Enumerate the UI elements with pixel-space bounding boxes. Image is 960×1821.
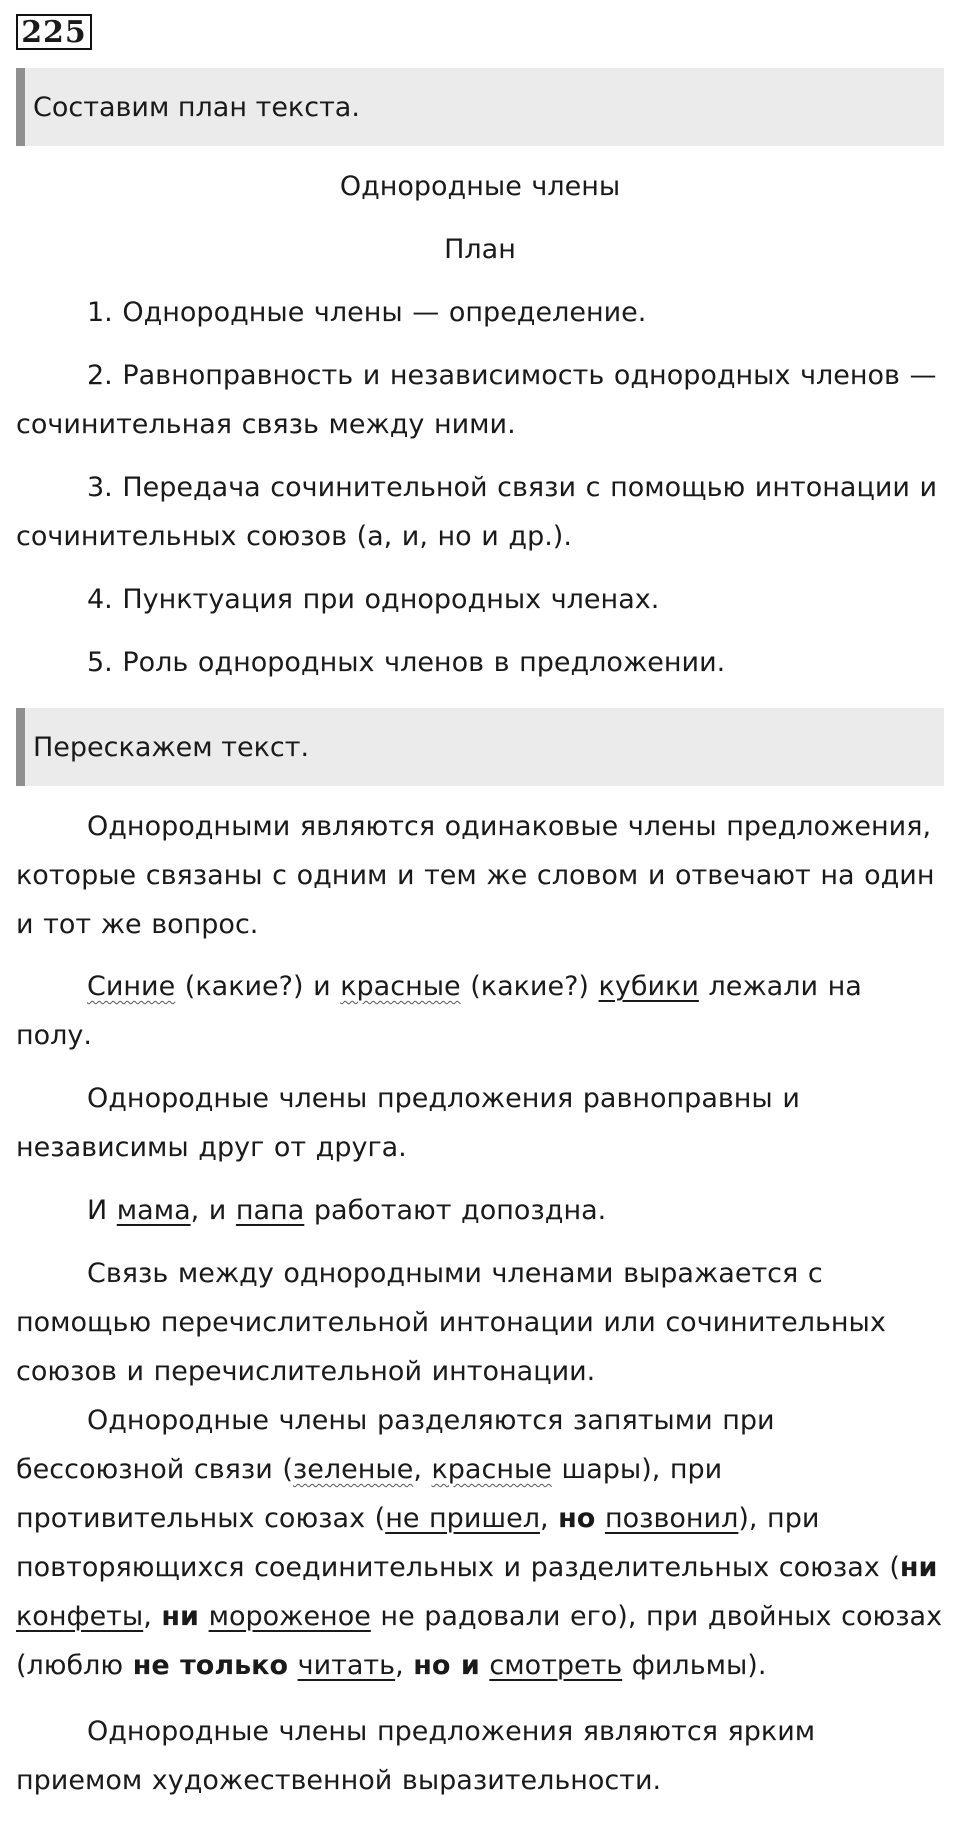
conjunction: ни [899,1552,938,1583]
section-header-retell [16,708,944,786]
plan-item: 5. Роль однородных членов в предложении. [87,647,726,678]
subject-word: мама [116,1195,191,1226]
predicate-word: не пришел [385,1503,540,1534]
plan-item: 2. Равноправность и независимость однородных членов — сочинительная связь между ними. [16,360,937,440]
subject-word: кубики [598,971,699,1002]
homogeneous-word: красные [340,971,461,1002]
plan-item: 1. Однородные члены — определение. [87,297,647,328]
predicate-word: позвонил [604,1503,739,1534]
subject-word: папа [235,1195,305,1226]
exercise-number-badge: 225 [16,14,92,50]
conjunction: ни [161,1601,199,1632]
paragraph-punctuation: Однородные члены разделяются запятыми при бессоюзной связи (зеленые, красные шары), при противительных союзах (не пришел, но позвонил), при повторяющихся соединительных и разделительных союзах (ни конфеты, ни мороженое не радовали его), при двойных союзах (люблю не только читать, но и смотреть фильмы). [16,1405,943,1681]
predicate-word: читать [297,1650,396,1681]
plan-item: 4. Пунктуация при однородных членах. [87,584,660,615]
predicate-word: смотреть [489,1650,623,1681]
plan-heading: Однородные члены [339,171,621,202]
conjunction: но и [413,1650,480,1681]
homogeneous-word: красные [431,1454,552,1485]
homogeneous-word: зеленые [292,1454,414,1485]
example-sentence: Синие (какие?) и красные (какие?) кубики лежали на полу. [16,971,862,1051]
subject-word: мороженое [208,1601,371,1632]
paragraph: Однородные члены предложения являются ярким приемом художественной выразительности. [16,1716,816,1796]
paragraph: Однородные члены предложения равноправны и независимы друг от друга. [16,1083,800,1163]
section-header-plan [16,68,944,146]
example-sentence: И мама, и папа работают допоздна. [87,1195,607,1226]
section-title: Составим план текста. [33,91,360,123]
section-title: Перескажем текст. [33,731,310,763]
plan-item: 3. Передача сочинительной связи с помощью интонации и сочинительных союзов (а, и, но и др.). [16,472,938,552]
conjunction: но [558,1503,596,1534]
subject-word: конфеты [16,1601,144,1632]
plan-subheading: План [444,234,516,265]
homogeneous-word: Синие [87,971,176,1002]
paragraph: Однородными являются одинаковые члены предложения, которые связаны с одним и тем же словом и отвечают на один и тот же вопрос. [16,811,935,940]
conjunction: не только [132,1650,289,1681]
paragraph: Связь между однородными членами выражается с помощью перечислительной интонации или сочинительных союзов и перечислительной интонации. [16,1258,886,1387]
